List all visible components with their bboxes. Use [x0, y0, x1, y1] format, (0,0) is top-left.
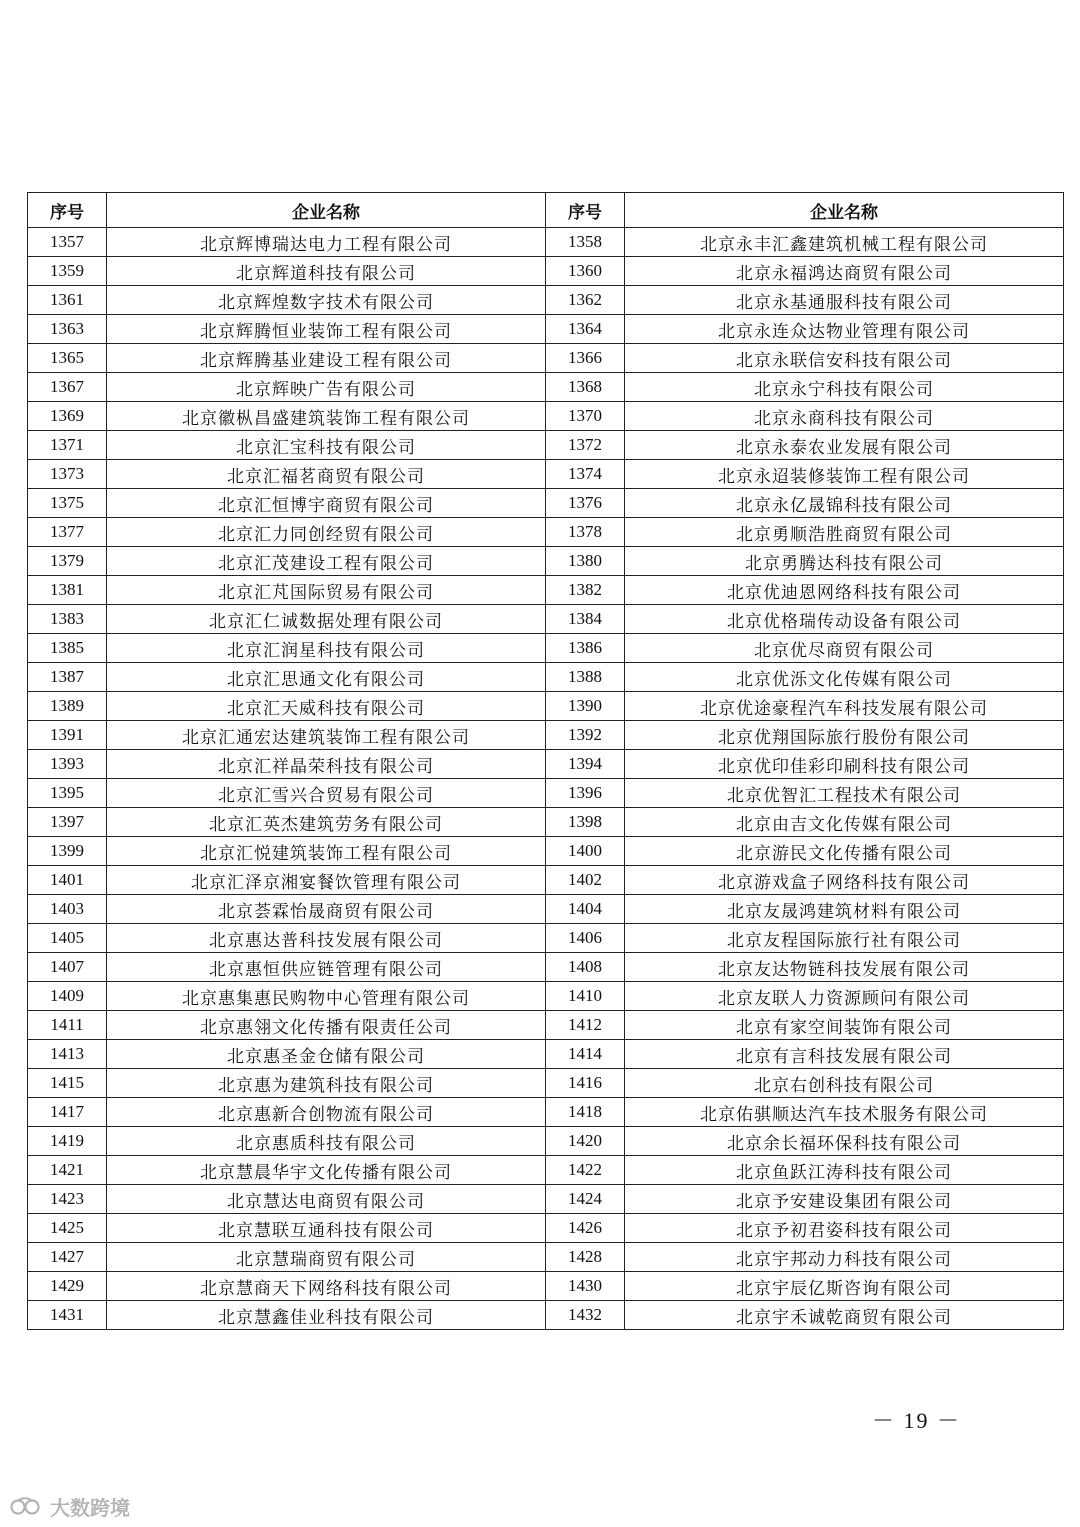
serial-cell: 1388 — [546, 663, 625, 692]
table-row — [28, 1040, 1064, 1069]
company-name-cell: 北京永基通服科技有限公司 — [625, 286, 1064, 315]
company-name-cell: 北京惠翎文化传播有限责任公司 — [107, 1011, 546, 1040]
table-row — [28, 866, 1064, 895]
company-name-cell: 北京友晟鸿建筑材料有限公司 — [625, 895, 1064, 924]
serial-cell: 1389 — [28, 692, 107, 721]
company-name-cell: 北京优翔国际旅行股份有限公司 — [625, 721, 1064, 750]
company-name-cell: 北京永商科技有限公司 — [625, 402, 1064, 431]
header-serial-right: 序号 — [546, 193, 625, 228]
table-row — [28, 460, 1064, 489]
serial-cell: 1372 — [546, 431, 625, 460]
serial-cell: 1404 — [546, 895, 625, 924]
table-row — [28, 982, 1064, 1011]
company-name-cell: 北京游民文化传播有限公司 — [625, 837, 1064, 866]
company-name-cell: 北京汇祥晶荣科技有限公司 — [107, 750, 546, 779]
company-name-cell: 北京汇通宏达建筑装饰工程有限公司 — [107, 721, 546, 750]
table-row — [28, 721, 1064, 750]
company-name-cell: 北京友程国际旅行社有限公司 — [625, 924, 1064, 953]
table-row — [28, 315, 1064, 344]
company-name-cell: 北京慧晨华宇文化传播有限公司 — [107, 1156, 546, 1185]
company-name-cell: 北京辉腾基业建设工程有限公司 — [107, 344, 546, 373]
company-name-cell: 北京汇思通文化有限公司 — [107, 663, 546, 692]
header-company-right: 企业名称 — [625, 193, 1064, 228]
company-name-cell: 北京勇腾达科技有限公司 — [625, 547, 1064, 576]
company-name-cell: 北京辉博瑞达电力工程有限公司 — [107, 228, 546, 257]
company-name-cell: 北京惠新合创物流有限公司 — [107, 1098, 546, 1127]
company-name-cell: 北京慧鑫佳业科技有限公司 — [107, 1301, 546, 1330]
table-header — [28, 193, 1064, 228]
serial-cell: 1370 — [546, 402, 625, 431]
serial-cell: 1360 — [546, 257, 625, 286]
serial-cell: 1395 — [28, 779, 107, 808]
company-name-cell: 北京予安建设集团有限公司 — [625, 1185, 1064, 1214]
serial-cell: 1369 — [28, 402, 107, 431]
company-name-cell: 北京永泰农业发展有限公司 — [625, 431, 1064, 460]
watermark-text: 大数跨境 — [50, 1496, 130, 1520]
table-row — [28, 808, 1064, 837]
company-name-cell: 北京有家空间装饰有限公司 — [625, 1011, 1064, 1040]
company-name-cell: 北京慧瑞商贸有限公司 — [107, 1243, 546, 1272]
company-name-cell: 北京永宁科技有限公司 — [625, 373, 1064, 402]
company-name-cell: 北京优格瑞传动设备有限公司 — [625, 605, 1064, 634]
company-name-cell: 北京汇茂建设工程有限公司 — [107, 547, 546, 576]
company-name-cell: 北京优尽商贸有限公司 — [625, 634, 1064, 663]
company-name-cell: 北京永亿晟锦科技有限公司 — [625, 489, 1064, 518]
serial-cell: 1381 — [28, 576, 107, 605]
table-row — [28, 228, 1064, 257]
table-row — [28, 634, 1064, 663]
company-name-cell: 北京汇天威科技有限公司 — [107, 692, 546, 721]
serial-cell: 1400 — [546, 837, 625, 866]
company-name-cell: 北京惠恒供应链管理有限公司 — [107, 953, 546, 982]
table-row — [28, 779, 1064, 808]
table-row — [28, 1011, 1064, 1040]
serial-cell: 1358 — [546, 228, 625, 257]
table-row — [28, 750, 1064, 779]
company-name-cell: 北京惠圣金仓储有限公司 — [107, 1040, 546, 1069]
table-row — [28, 344, 1064, 373]
serial-cell: 1371 — [28, 431, 107, 460]
company-name-cell: 北京辉腾恒业装饰工程有限公司 — [107, 315, 546, 344]
serial-cell: 1385 — [28, 634, 107, 663]
company-name-cell: 北京勇顺浩胜商贸有限公司 — [625, 518, 1064, 547]
serial-cell: 1364 — [546, 315, 625, 344]
company-name-cell: 北京汇宝科技有限公司 — [107, 431, 546, 460]
serial-cell: 1412 — [546, 1011, 625, 1040]
serial-cell: 1421 — [28, 1156, 107, 1185]
serial-cell: 1397 — [28, 808, 107, 837]
serial-cell: 1419 — [28, 1127, 107, 1156]
table-row — [28, 953, 1064, 982]
serial-cell: 1390 — [546, 692, 625, 721]
serial-cell: 1378 — [546, 518, 625, 547]
company-name-cell: 北京游戏盒子网络科技有限公司 — [625, 866, 1064, 895]
company-name-cell: 北京汇润星科技有限公司 — [107, 634, 546, 663]
header-company-left: 企业名称 — [107, 193, 546, 228]
serial-cell: 1422 — [546, 1156, 625, 1185]
company-name-cell: 北京佑骐顺达汽车技术服务有限公司 — [625, 1098, 1064, 1127]
company-table-container — [27, 192, 1063, 1330]
serial-cell: 1426 — [546, 1214, 625, 1243]
company-name-cell: 北京永丰汇鑫建筑机械工程有限公司 — [625, 228, 1064, 257]
company-name-cell: 北京永迢装修装饰工程有限公司 — [625, 460, 1064, 489]
serial-cell: 1423 — [28, 1185, 107, 1214]
serial-cell: 1413 — [28, 1040, 107, 1069]
serial-cell: 1403 — [28, 895, 107, 924]
table-row — [28, 518, 1064, 547]
company-name-cell: 北京汇芃国际贸易有限公司 — [107, 576, 546, 605]
company-name-cell: 北京鱼跃江涛科技有限公司 — [625, 1156, 1064, 1185]
serial-cell: 1379 — [28, 547, 107, 576]
serial-cell: 1359 — [28, 257, 107, 286]
serial-cell: 1394 — [546, 750, 625, 779]
serial-cell: 1384 — [546, 605, 625, 634]
company-name-cell: 北京有言科技发展有限公司 — [625, 1040, 1064, 1069]
serial-cell: 1418 — [546, 1098, 625, 1127]
company-name-cell: 北京慧联互通科技有限公司 — [107, 1214, 546, 1243]
company-name-cell: 北京汇仁诚数据处理有限公司 — [107, 605, 546, 634]
company-name-cell: 北京辉煌数字技术有限公司 — [107, 286, 546, 315]
table-row — [28, 1243, 1064, 1272]
company-name-cell: 北京由吉文化传媒有限公司 — [625, 808, 1064, 837]
serial-cell: 1401 — [28, 866, 107, 895]
serial-cell: 1377 — [28, 518, 107, 547]
serial-cell: 1431 — [28, 1301, 107, 1330]
table-row — [28, 547, 1064, 576]
company-name-cell: 北京惠集惠民购物中心管理有限公司 — [107, 982, 546, 1011]
serial-cell: 1386 — [546, 634, 625, 663]
company-name-cell: 北京汇雪兴合贸易有限公司 — [107, 779, 546, 808]
company-name-cell: 北京优智汇工程技术有限公司 — [625, 779, 1064, 808]
company-name-cell: 北京荟霖怡晟商贸有限公司 — [107, 895, 546, 924]
table-row — [28, 1214, 1064, 1243]
serial-cell: 1427 — [28, 1243, 107, 1272]
serial-cell: 1414 — [546, 1040, 625, 1069]
serial-cell: 1406 — [546, 924, 625, 953]
serial-cell: 1425 — [28, 1214, 107, 1243]
serial-cell: 1432 — [546, 1301, 625, 1330]
serial-cell: 1411 — [28, 1011, 107, 1040]
serial-cell: 1407 — [28, 953, 107, 982]
table-row — [28, 837, 1064, 866]
company-name-cell: 北京汇福茗商贸有限公司 — [107, 460, 546, 489]
serial-cell: 1383 — [28, 605, 107, 634]
company-name-cell: 北京友达物链科技发展有限公司 — [625, 953, 1064, 982]
company-name-cell: 北京优迪恩网络科技有限公司 — [625, 576, 1064, 605]
table-row — [28, 895, 1064, 924]
table-row — [28, 1069, 1064, 1098]
table-row — [28, 1127, 1064, 1156]
serial-cell: 1398 — [546, 808, 625, 837]
serial-cell: 1410 — [546, 982, 625, 1011]
company-name-cell: 北京永连众达物业管理有限公司 — [625, 315, 1064, 344]
table-row — [28, 1301, 1064, 1330]
company-name-cell: 北京汇泽京湘宴餐饮管理有限公司 — [107, 866, 546, 895]
table-row — [28, 431, 1064, 460]
serial-cell: 1416 — [546, 1069, 625, 1098]
table-body — [28, 228, 1064, 1330]
company-name-cell: 北京宇邦动力科技有限公司 — [625, 1243, 1064, 1272]
company-name-cell: 北京徽枞昌盛建筑装饰工程有限公司 — [107, 402, 546, 431]
company-name-cell: 北京惠质科技有限公司 — [107, 1127, 546, 1156]
table-row — [28, 692, 1064, 721]
table-row — [28, 924, 1064, 953]
company-table — [27, 192, 1064, 1330]
serial-cell: 1408 — [546, 953, 625, 982]
company-name-cell: 北京汇恒博宇商贸有限公司 — [107, 489, 546, 518]
serial-cell: 1428 — [546, 1243, 625, 1272]
table-row — [28, 663, 1064, 692]
serial-cell: 1391 — [28, 721, 107, 750]
serial-cell: 1420 — [546, 1127, 625, 1156]
company-name-cell: 北京惠达普科技发展有限公司 — [107, 924, 546, 953]
company-name-cell: 北京右创科技有限公司 — [625, 1069, 1064, 1098]
company-name-cell: 北京宇禾诚乾商贸有限公司 — [625, 1301, 1064, 1330]
company-name-cell: 北京余长福环保科技有限公司 — [625, 1127, 1064, 1156]
serial-cell: 1365 — [28, 344, 107, 373]
company-name-cell: 北京慧商天下网络科技有限公司 — [107, 1272, 546, 1301]
serial-cell: 1357 — [28, 228, 107, 257]
company-name-cell: 北京优途豪程汽车科技发展有限公司 — [625, 692, 1064, 721]
company-name-cell: 北京宇辰亿斯咨询有限公司 — [625, 1272, 1064, 1301]
serial-cell: 1361 — [28, 286, 107, 315]
serial-cell: 1375 — [28, 489, 107, 518]
company-name-cell: 北京惠为建筑科技有限公司 — [107, 1069, 546, 1098]
table-row — [28, 286, 1064, 315]
header-serial-left: 序号 — [28, 193, 107, 228]
serial-cell: 1399 — [28, 837, 107, 866]
serial-cell: 1405 — [28, 924, 107, 953]
serial-cell: 1367 — [28, 373, 107, 402]
table-row — [28, 489, 1064, 518]
serial-cell: 1382 — [546, 576, 625, 605]
serial-cell: 1417 — [28, 1098, 107, 1127]
serial-cell: 1409 — [28, 982, 107, 1011]
header-row — [28, 193, 1064, 228]
company-name-cell: 北京慧达电商贸有限公司 — [107, 1185, 546, 1214]
serial-cell: 1366 — [546, 344, 625, 373]
watermark-logo-icon — [10, 1496, 44, 1518]
page-number: － 19 － — [872, 1408, 962, 1433]
table-row — [28, 257, 1064, 286]
serial-cell: 1362 — [546, 286, 625, 315]
serial-cell: 1368 — [546, 373, 625, 402]
serial-cell: 1402 — [546, 866, 625, 895]
company-name-cell: 北京辉道科技有限公司 — [107, 257, 546, 286]
serial-cell: 1376 — [546, 489, 625, 518]
serial-cell: 1387 — [28, 663, 107, 692]
company-name-cell: 北京汇悦建筑装饰工程有限公司 — [107, 837, 546, 866]
serial-cell: 1393 — [28, 750, 107, 779]
table-row — [28, 373, 1064, 402]
watermark — [10, 1492, 130, 1521]
company-name-cell: 北京永联信安科技有限公司 — [625, 344, 1064, 373]
serial-cell: 1396 — [546, 779, 625, 808]
serial-cell: 1374 — [546, 460, 625, 489]
company-name-cell: 北京予初君姿科技有限公司 — [625, 1214, 1064, 1243]
table-row — [28, 576, 1064, 605]
table-row — [28, 1185, 1064, 1214]
company-name-cell: 北京优泺文化传媒有限公司 — [625, 663, 1064, 692]
table-row — [28, 605, 1064, 634]
company-name-cell: 北京永福鸿达商贸有限公司 — [625, 257, 1064, 286]
table-row — [28, 1098, 1064, 1127]
company-name-cell: 北京友联人力资源顾问有限公司 — [625, 982, 1064, 1011]
company-name-cell: 北京汇英杰建筑劳务有限公司 — [107, 808, 546, 837]
serial-cell: 1380 — [546, 547, 625, 576]
company-name-cell: 北京辉映广告有限公司 — [107, 373, 546, 402]
company-name-cell: 北京优印佳彩印刷科技有限公司 — [625, 750, 1064, 779]
serial-cell: 1424 — [546, 1185, 625, 1214]
serial-cell: 1430 — [546, 1272, 625, 1301]
table-row — [28, 1156, 1064, 1185]
table-row — [28, 1272, 1064, 1301]
serial-cell: 1373 — [28, 460, 107, 489]
serial-cell: 1392 — [546, 721, 625, 750]
table-row — [28, 402, 1064, 431]
company-name-cell: 北京汇力同创经贸有限公司 — [107, 518, 546, 547]
serial-cell: 1429 — [28, 1272, 107, 1301]
serial-cell: 1363 — [28, 315, 107, 344]
serial-cell: 1415 — [28, 1069, 107, 1098]
